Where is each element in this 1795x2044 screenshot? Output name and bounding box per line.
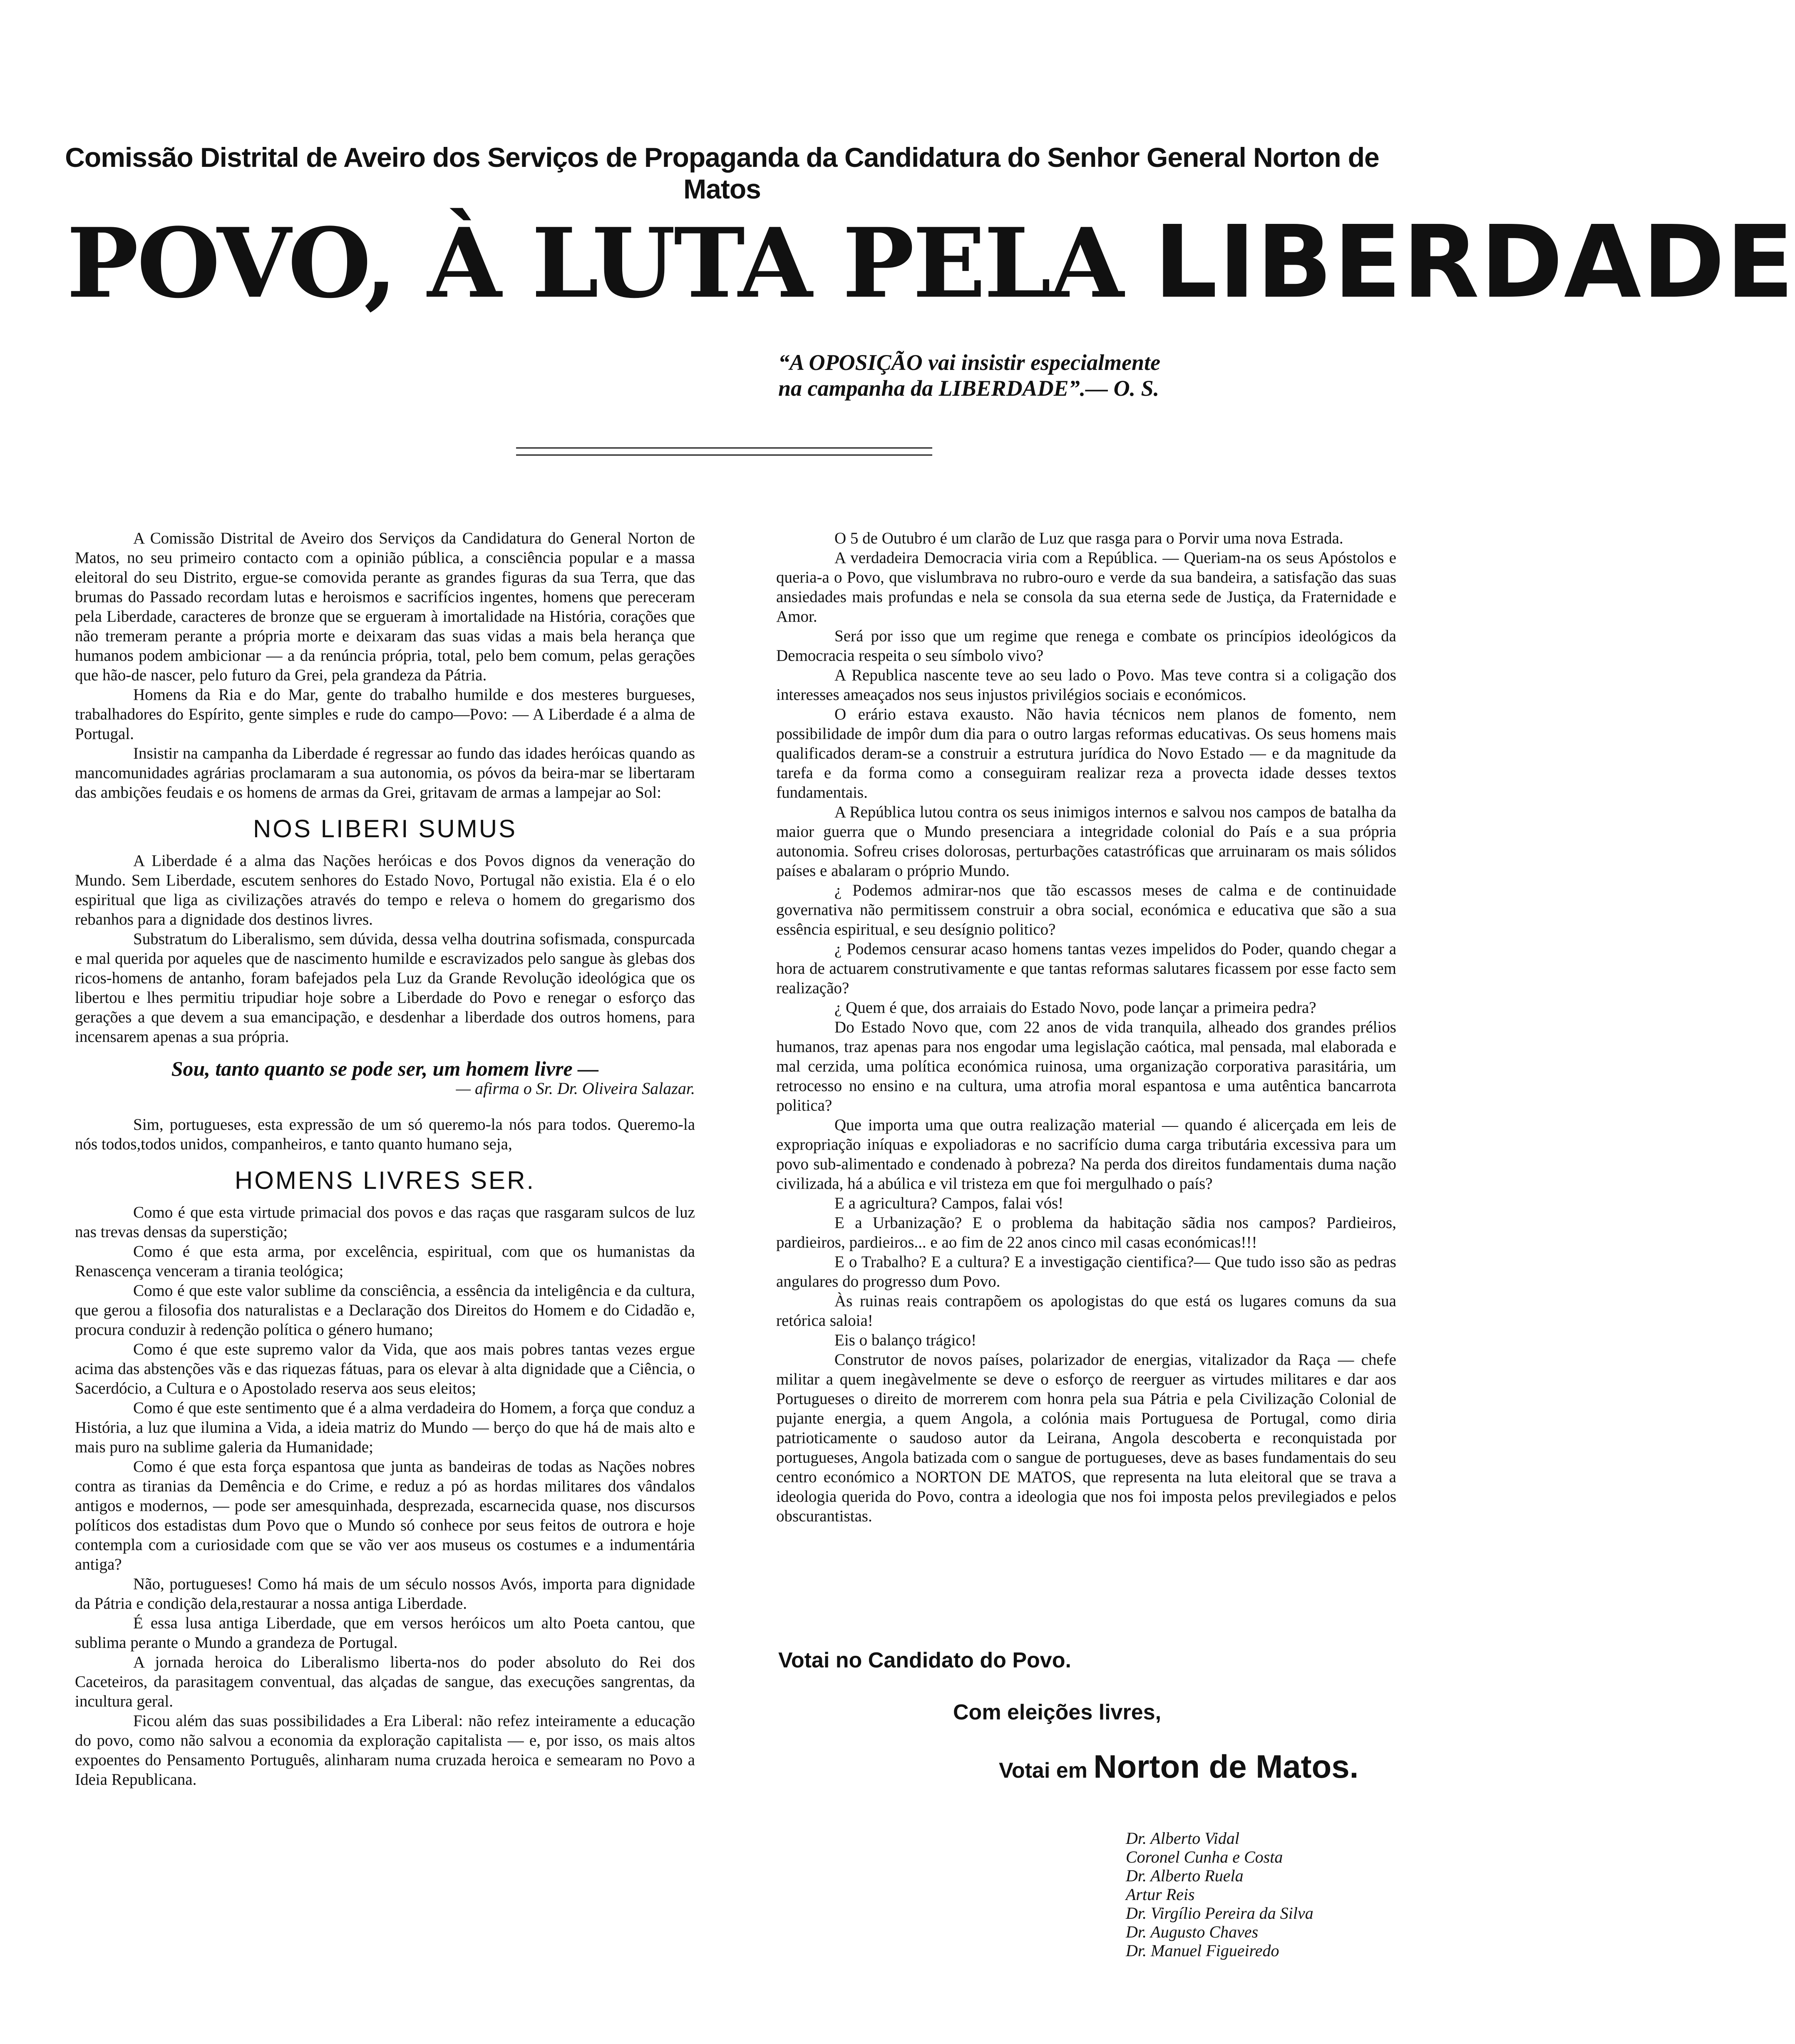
paragraph: Construtor de novos países, polarizador de energias, vitalizador da Raça — chefe militar a quem inegàvelmente se deve o esforço de reerguer as virtudes militares e dar aos Portugueses o direito de morrerem com honra pela sua Pátria e pela Civilização Colonial de pujante energia, a quem Angola, a colónia mais Portuguesa de Portugal, como diria patrioticamente o saudoso autor da Leirana, Angola descoberta e reconquistada por portugueses, Angola batizada com o sangue de portugueses, deve as bases fundamentais do seu centro económico a NORTON DE MATOS, que representa na luta eleitoral que se trava a ideologia querida do Povo, contra a ideologia que nos foi imposta pelos previlegiados e pelos obscurantistas. — [776, 1351, 1396, 1525]
paragraph: O erário estava exausto. Não havia técnicos nem planos de fomento, nem possibilidade de impôr dum dia para o outro largas reformas educativas. Os seus homens mais qualificados deram-se a construir a estrutura jurídica do Novo Estado — e da magnitude da tarefa e da forma como a conseguiram realizar reza a provecta idade desses textos fundamentais. — [776, 705, 1396, 801]
paragraph: E o Trabalho? E a cultura? E a investigação cientifica?— Que tudo isso são as pedras angulares do progresso dum Povo. — [776, 1253, 1396, 1290]
paragraph: Como é que este sentimento que é a alma verdadeira do Homem, a força que conduz a História, a luz que ilumina a Vida, a ideia matriz do Mundo — berço do que há de mais alto e mais puro na sublime galeria da Humanidade; — [75, 1399, 695, 1456]
paragraph: Ficou além das suas possibilidades a Era Liberal: não refez inteiramente a educação do povo, como não salvou a economia da exploração capitalista — e, por isso, os mais altos expoentes do Pensamento Português, alinharam numa cruzada heroica e semearam no Povo a Ideia Republicana. — [75, 1712, 695, 1788]
title-part1: POVO, À LUTA PELA — [67, 207, 1154, 320]
paragraph: Do Estado Novo que, com 22 anos de vida tranquila, alheado dos grandes prélios humanos, traz apenas para nos engodar uma legislação caótica, mal pensada, mal elaborada e mal cerzida, uma política económica ruinosa, uma organização corporativa parasitária, um retrocesso no ensino e na cultura, uma atrofia moral espantosa e uma autêntica bancarrota politica? — [776, 1018, 1396, 1114]
epigraph-line1: “A OPOSIÇÃO vai insistir especialmente — [778, 350, 1161, 375]
paragraph: Sim, portugueses, esta expressão de um só queremo-la nós para todos. Queremo-la nós todos,todos unidos, companheiros, e tanto quanto humano seja, — [75, 1116, 695, 1153]
paragraph: A República lutou contra os seus inimigos internos e salvou nos campos de batalha da maior guerra que o Mundo presenciara a integridade colonial do País e a sua própria autonomia. Sofreu crises dolorosas, perturbações catastróficas que arruinaram os mais sólidos países e abalaram o próprio Mundo. — [776, 803, 1396, 880]
paragraph: A verdadeira Democracia viria com a República. — Queriam-na os seus Apóstolos e queria-a o Povo, que vislumbrava no rubro-ouro e verde da sua bandeira, a satisfação das suas ansiedades mais profundas e nela se consola da sua eterna sede de Justiça, da Fraternidade e Amor. — [776, 549, 1396, 625]
page-title — [67, 204, 1795, 320]
paragraph: Às ruinas reais contrapõem os apologistas do que está os lugares comuns da sua retórica saloia! — [776, 1292, 1396, 1330]
epigraph — [778, 350, 1319, 401]
signatory: Dr. Augusto Chaves — [1126, 1922, 1259, 1941]
signatory: Coronel Cunha e Costa — [1126, 1848, 1283, 1866]
paragraph: A Comissão Distrital de Aveiro dos Serviços da Candidatura do General Norton de Matos, no seu primeiro contacto com a opinião pública, a consciência popular e a massa eleitoral do seu Distrito, ergue-se comovida perante as grandes figuras da sua Terra, que das brumas do Passado recordam lutas e heroismos e sacrifícios ingentes, homens que pereceram pela Liberdade, caracteres de bronze que se ergueram à imortalidade na História, corações que não tremeram perante a própria morte e deixaram das suas vidas a mais bela herança que humanos podem ambicionar — a da renúncia própria, total, pelo bem comum, pelas gerações que hão-de nascer, pelo futuro da Grei, pela grandeza da Pátria. — [75, 529, 695, 684]
signatories-list — [1126, 1829, 1375, 1960]
vote-line-2: Com eleições livres, — [953, 1700, 1162, 1724]
paragraph: Como é que esta virtude primacial dos povos e das raças que rasgaram sulcos de luz nas trevas densas da superstição; — [75, 1203, 695, 1241]
paragraph: Como é que este valor sublime da consciência, a essência da inteligência e da cultura, que gerou a filosofia dos naturalistas e a Declaração dos Direitos do Homem e do Cidadão e, procura conduzir à redenção política o género humano; — [75, 1282, 695, 1339]
paragraph: Que importa uma que outra realização material — quando é alicerçada em leis de expropriação iníquas e expoliadoras e no sacrifício duma carga tributária excessiva para um povo sub-alimentado e condenado à pobreza? Na perda dos direitos fundamentais duma nação civilizada, há a abúlica e vil tristeza em que foi mergulhado o país? — [776, 1116, 1396, 1193]
signatory: Dr. Alberto Vidal — [1126, 1829, 1239, 1848]
subheading: HOMENS LIVRES SER. — [234, 1166, 536, 1194]
paragraph: Eis o balanço trágico! — [834, 1331, 977, 1349]
epigraph-line2: na campanha da LIBERDADE”.— O. S. — [778, 376, 1159, 401]
candidate-name: Norton de Matos. — [1093, 1748, 1359, 1785]
vote-line-1: Votai no Candidato do Povo. — [778, 1648, 1071, 1672]
signatory: Dr. Virgílio Pereira da Silva — [1126, 1904, 1313, 1922]
quote-attribution: — afirma o Sr. Dr. Oliveira Salazar. — [456, 1079, 695, 1098]
vote-line-3-prefix: Votai em — [999, 1759, 1094, 1783]
paragraph: A Republica nascente teve ao seu lado o Povo. Mas teve contra si a coligação dos interesses ameaçados nos seus injustos privilégios sociais e económicos. — [776, 666, 1396, 704]
paragraph: É essa lusa antiga Liberdade, que em versos heróicos um alto Poeta cantou, que sublima perante o Mundo a grandeza de Portugal. — [75, 1614, 695, 1652]
paragraph: A Liberdade é a alma das Nações heróicas e dos Povos dignos da veneração do Mundo. Sem Liberdade, escutem senhores do Estado Novo, Portugal não existia. Ela é o elo espiritual que liga as civilizações através do tempo e releva o homem do gregarismo dos rebanhos para a dignidade dos destinos livres. — [75, 852, 695, 928]
paragraph: Como é que este supremo valor da Vida, que aos mais pobres tantas vezes ergue acima das abstenções vãs e das riquezas fátuas, para os elevar à alta dignidade que a Ciência, o Sacerdócio, a Cultura e o Apostolado reserva aos seus eleitos; — [75, 1340, 695, 1397]
paragraph: A jornada heroica do Liberalismo liberta-nos do poder absoluto do Rei dos Caceteiros, da parasitagem conventual, das alçadas de sangue, das execuções sangrentas, da incultura geral. — [75, 1653, 695, 1710]
divider — [516, 447, 932, 456]
paragraph: E a agricultura? Campos, falai vós! — [834, 1194, 1064, 1212]
right-column — [776, 528, 1396, 1526]
subheading: NOS LIBERI SUMUS — [253, 815, 517, 843]
paragraph: ¿ Quem é que, dos arraiais do Estado Novo, pode lançar a primeira pedra? — [834, 999, 1316, 1017]
paragraph: Como é que esta força espantosa que junta as bandeiras de todas as Nações nobres contra as tiranias da Demência e do Crime, e reduz a pó as hordas militares dos vândalos antigos e modernos, — pode ser amesquinhada, desprezada, escarnecida quase, nos discursos políticos dos estadistas dum Povo que o Mundo só conhece por seus feitos de outrora e hoje contempla com a curiosidade com que se vão ver aos museus os costumes e a indumentária antiga? — [75, 1458, 695, 1573]
paragraph: Não, portugueses! Como há mais de um século nossos Avós, importa para dignidade da Pátria e condição dela,restaurar a nossa antiga Liberdade. — [75, 1575, 695, 1612]
paragraph: Homens da Ria e do Mar, gente do trabalho humilde e dos mesteres burgueses, trabalhadores do Espírito, gente simples e rude do campo—Povo: — A Liberdade é a alma de Portugal. — [75, 686, 695, 743]
paragraph: Insistir na campanha da Liberdade é regressar ao fundo das idades heróicas quando as mancomunidades agrárias proclamaram a sua autonomia, os póvos da beira-mar se libertaram das ambições feudais e os homens de armas da Grei, gritavam de armas a lampejar ao Sol: — [75, 744, 695, 801]
paragraph: ¿ Podemos censurar acaso homens tantas vezes impelidos do Poder, quando chegar a hora de actuarem construtivamente e que tantas reformas salutares ficassem por esse facto sem realização? — [776, 940, 1396, 997]
left-column — [75, 528, 695, 1789]
salazar-quote: Sou, tanto quanto se pode ser, um homem livre — — [171, 1057, 599, 1080]
paragraph: Como é que esta arma, por excelência, espiritual, com que os humanistas da Renascença venceram a tirania teológica; — [75, 1243, 695, 1280]
signatory: Artur Reis — [1126, 1885, 1195, 1904]
header-commission: Comissão Distrital de Aveiro dos Serviços de Propaganda da Candidatura do Senhor General Norton de Matos — [65, 142, 1379, 204]
paragraph: E a Urbanização? E o problema da habitação sãdia nos campos? Pardieiros, pardieiros, pardieiros... e ao fim de 22 anos cinco mil casas económicas!!! — [776, 1214, 1396, 1251]
paragraph: ¿ Podemos admirar-nos que tão escassos meses de calma e de continuidade governativa não permitissem construir a obra social, económica e educativa que são a sua essência espiritual, e seu desígnio politico? — [776, 881, 1396, 938]
vote-line-3 — [999, 1748, 1358, 1786]
signatory: Dr. Manuel Figueiredo — [1126, 1941, 1279, 1960]
paragraph: Substratum do Liberalismo, sem dúvida, dessa velha doutrina sofismada, conspurcada e mal querida por aqueles que de nascimento humilde e escravizados pelo sangue às glebas dos ricos-homens de antanho, foram bafejados pela Luz da Grande Revolução ideológica que os libertou e lhes permitiu tripudiar hoje sobre a Liberdade do Povo e renegar o esforço das gerações a que devem a sua emancipação, e desdenhar a liberdade dos outros homens, para incensarem apenas a sua própria. — [75, 930, 695, 1046]
signatory: Dr. Alberto Ruela — [1126, 1866, 1244, 1885]
paragraph: O 5 de Outubro é um clarão de Luz que rasga para o Porvir uma nova Estrada. — [834, 529, 1343, 547]
paragraph: Será por isso que um regime que renega e combate os princípios ideológicos da Democracia respeita o seu símbolo vivo? — [776, 627, 1396, 665]
title-liberdade: LIBERDADE — [1154, 204, 1795, 320]
